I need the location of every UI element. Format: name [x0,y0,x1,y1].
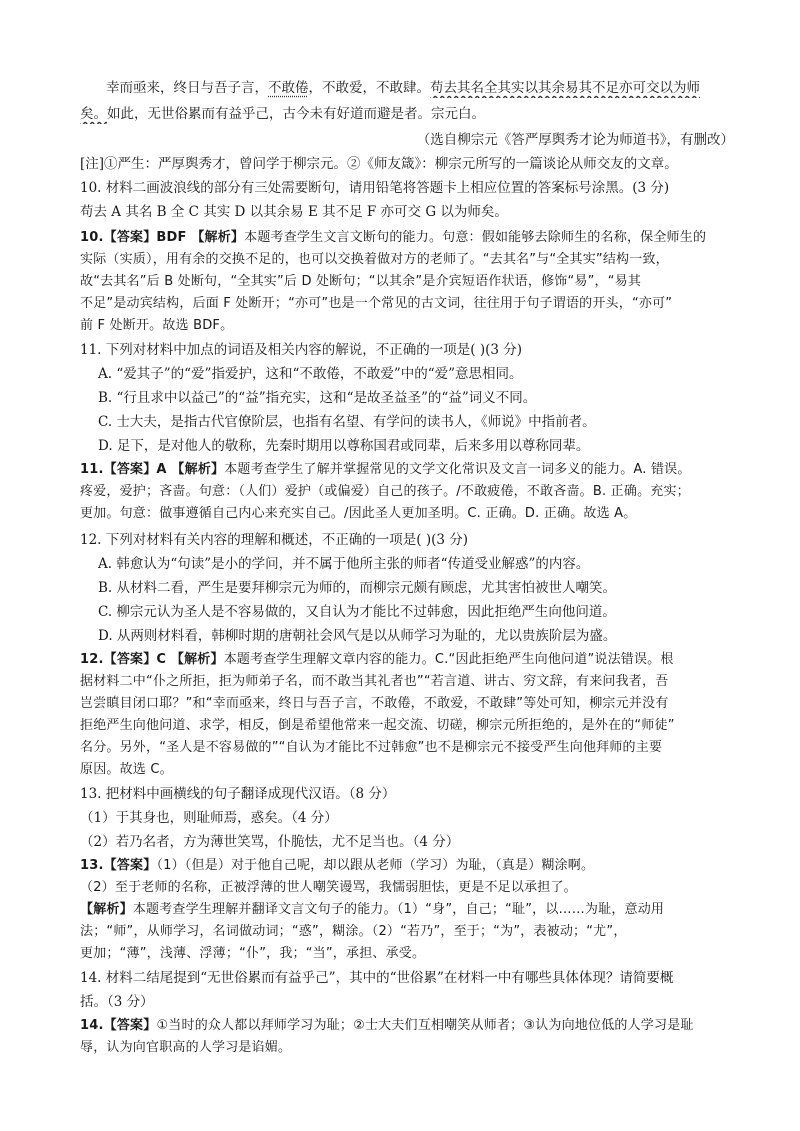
q13-sentence-1: （1）于其身也，则耻师焉，惑矣。（4 分） [80,810,338,826]
explanation-label: 【解析】 [80,902,133,917]
q12-answer-line-2: 据材料二中“仆之所拒，拒为师弟子名，而不敢当其礼者也”“若言道、讲古、穷文辞，有来问我者，吾 [80,674,669,689]
dotted-word: 不敢倦 [268,80,309,96]
q11-option-a: A. “爱其子”的“爱”指爱护，这和“不敢倦，不敢爱”中的“爱”意思相同。 [98,366,523,382]
wavy-underlined-text: 苟去其名全其实以其余易其不足亦可交以为师 [430,80,700,96]
passage-text: 幸而亟来，终日与吾子言， [106,80,268,96]
answer-label: 11.【答案】A 【解析】 [80,462,225,477]
answer-text: （1）（但是）对于他自己呢，却以跟从老师（学习）为耻，（真是）糊涂啊。 [156,858,595,873]
passage-line-2 [80,104,740,124]
answer-text: 本题考查学生理解文章内容的能力。C.“因此拒绝严生向他问道”说法错误。根 [223,652,674,667]
q13-stem: 13. 把材料中画横线的句子翻译成现代汉语。（8 分） [80,786,396,802]
q11-stem: 11. 下列对材料中加点的词语及相关内容的解说，不正确的一项是( )(3 分) [80,342,522,358]
q12-option-a: A. 韩愈认为“句读”是小的学问，并不属于他所主张的师者“传道受业解惑”的内容。 [98,556,590,572]
q12-answer-line-1 [80,650,740,670]
q12-stem: 12. 下列对材料有关内容的理解和概述，不正确的一项是( )(3 分) [80,532,468,548]
q13-explanation-line-1 [80,900,740,920]
q10-answer-line-3: 故“去其名”后 B 处断句，“全其实”后 D 处断句；“以其余”是介宾短语作状语，修饰“易”，“易其 [80,274,642,289]
q11-answer-line-2: 疼爱，爱护；吝啬。句意：（人们）爱护（或偏爱）自己的孩子。/不敢疲倦，不敢吝啬。B. 正确。充实； [80,484,690,499]
q13-answer-line-2: （2）至于老师的名称，正被浮薄的世人嘲笑谩骂，我懦弱胆怯，更是不足以承担了。 [80,880,577,895]
q11-answer-line-1 [80,460,740,480]
q11-answer-line-3: 更加。句意：做事遵循自己内心来充实自己。/因此圣人更加圣明。C. 正确。D. 正确。故选 A。 [80,506,637,521]
wavy-underlined-text: 矣。 [80,106,107,122]
q12-answer-line-6: 原因。故选 C。 [80,762,173,777]
passage-text: ，不敢爱，不敢肆。 [308,80,430,96]
q13-sentence-2: （2）若乃名者，方为薄世笑骂，仆脆怯，尤不足当也。（4 分） [80,834,460,850]
q10-answer-line-1 [80,228,740,248]
answer-label: 13.【答案】 [80,858,157,873]
passage-note: [注]①严生：严厚舆秀才，曾问学于柳宗元。②《师友箴》：柳宗元所写的一篇谈论从师交友的文章。 [80,156,678,172]
answer-label: 12.【答案】C 【解析】 [80,652,224,667]
passage-source: （选自柳宗元《答严厚舆秀才论为师道书》，有删改） [416,132,734,148]
q10-answer-line-5: 前 F 处断开。故选 BDF。 [80,318,234,333]
q10-stem: 10. 材料二画波浪线的部分有三处需要断句，请用铅笔将答题卡上相应位置的答案标号涂黑。(3 分) [80,180,670,196]
q12-option-c: C. 柳宗元认为圣人是不容易做的，又自认为才能比不过韩愈，因此拒绝严生向他问道。 [98,604,616,620]
q14-stem-line-1: 14. 材料二结尾提到“无世俗累而有益乎己”，其中的“世俗累”在材料一中有哪些具体体现？请简要概 [80,970,674,986]
answer-label: 10.【答案】BDF 【解析】 [80,230,245,245]
answer-text: ①当时的众人都以拜师学习为耻；②士大夫们互相嘲笑从师者；③认为向地位低的人学习是耻 [156,1018,694,1033]
passage-text: 如此，无世俗累而有益乎己，古今未有好道而避是者。宗元白。 [107,106,485,122]
q11-option-c: C. 士大夫，是指古代官僚阶层，也指有名望、有学问的读书人，《师说》中指前者。 [98,414,596,430]
answer-text: 本题考查学生文言文断句的能力。句意：假如能够去除师生的名称，保全师生的 [244,230,707,245]
q13-answer-line-1 [80,856,740,876]
q10-answer-line-2: 实际（实质），用有余的交换不足的，也可以交换着做对方的老师了。“去其名”与“全其实”结构一致， [80,252,669,267]
q12-answer-line-4: 拒绝严生向他问道、求学，相反，倒是希望他常来一起交流、切磋，柳宗元所拒绝的，是外在的“师徒” [80,718,675,733]
q12-option-d: D. 从两则材料看，韩柳时期的唐朝社会风气是以从师学习为耻的，尤以贵族阶层为盛。 [98,628,617,644]
q13-explanation-line-2: 法；“师”，从师学习，名词做动词；“惑”，糊涂。（2）“若乃”，至于；“为”，表被动；“尤”， [80,924,627,939]
q10-options: 苟去 A 其名 B 全 C 其实 D 以其余易 E 其不足 F 亦可交 G 以为师矣。 [80,204,508,220]
q14-stem-line-2: 括。（3 分） [80,994,154,1010]
q14-answer-line-2: 辱，认为向官职高的人学习是谄媚。 [80,1040,292,1055]
q13-explanation-line-3: 更加；“薄”，浅薄、浮薄；“仆”，我；“当”，承担、承受。 [80,946,426,961]
q10-answer-line-4: 不足”是动宾结构，后面 F 处断开；“亦可”也是一个常见的古文词，往往用于句子谓语的开头，“亦可” [80,296,673,311]
q11-option-d: D. 足下，是对他人的敬称，先秦时期用以尊称国君或同辈，后来多用以尊称同辈。 [98,438,590,454]
q12-answer-line-3: 岂尝瞋目闭口耶？”和“幸而亟来，终日与吾子言，不敢倦，不敢爱，不敢肆”等处可知，柳宗元并没有 [80,696,669,711]
q12-option-b: B. 从材料二看，严生是要拜柳宗元为师的，而柳宗元颇有顾虑，尤其害怕被世人嘲笑。 [98,580,617,596]
answer-label: 14.【答案】 [80,1018,157,1033]
answer-text: 本题考查学生了解并掌握常见的文学文化常识及文言一词多义的能力。A. 错误。 [224,462,691,477]
q12-answer-line-5: 名分。另外，“圣人是不容易做的”“自认为才能比不过韩愈”也不是柳宗元不接受严生向他拜师的主要 [80,740,663,755]
q11-option-b: B. “行且求中以益己”的“益”指充实，这和“是故圣益圣”的“益”词义不同。 [98,390,537,406]
passage-line-1 [106,78,766,98]
explanation-text: 本题考查学生理解并翻译文言文句子的能力。（1）“身”，自己；“耻”，以……为耻，意动用 [132,902,665,917]
q14-answer-line-1 [80,1016,740,1036]
